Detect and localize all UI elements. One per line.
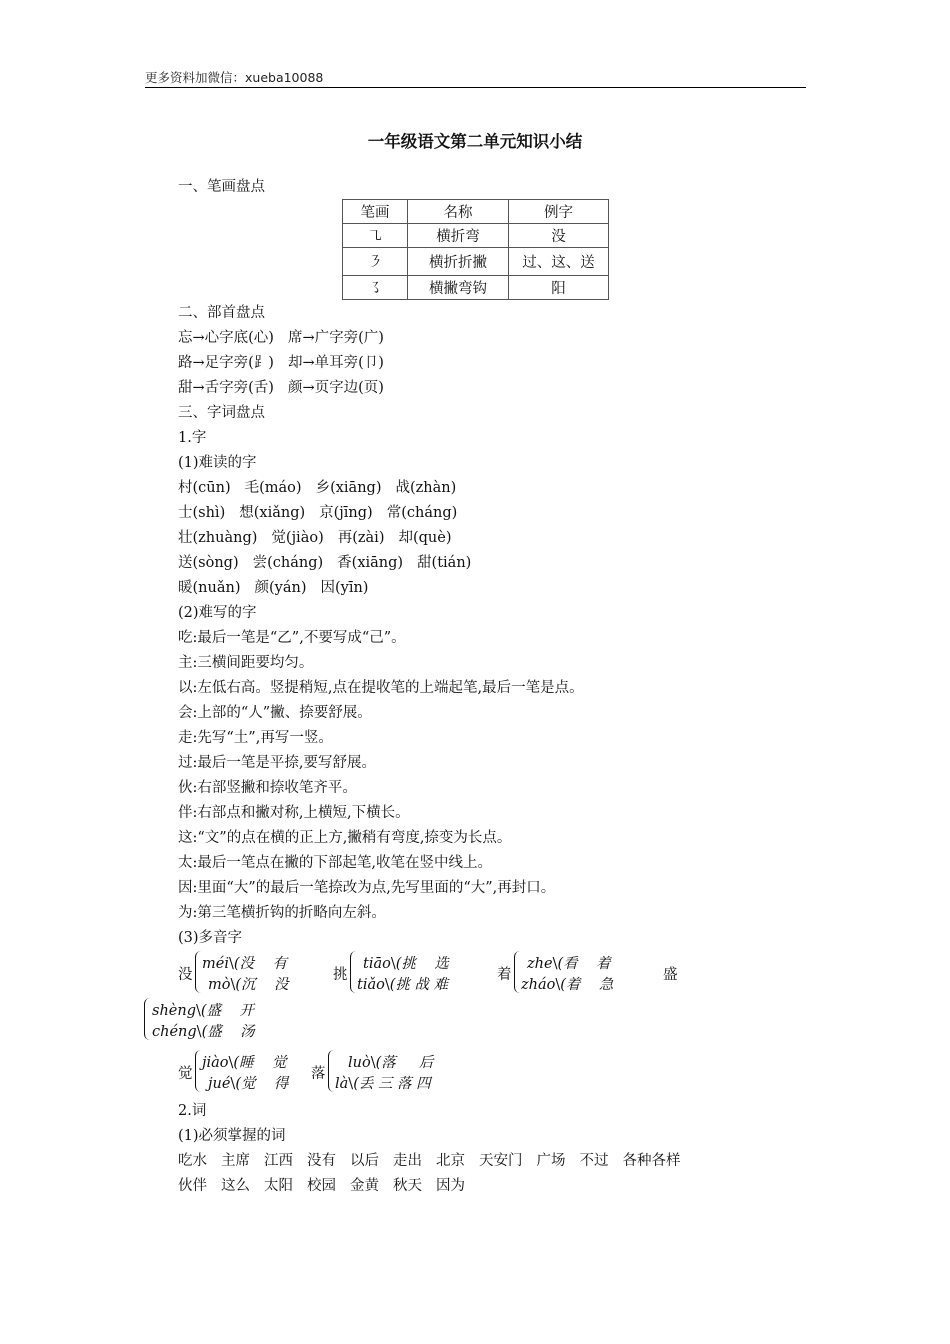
writing-tip: 主:三横间距要均匀。: [178, 655, 314, 671]
word-item: 走出: [393, 1153, 422, 1169]
pinyin-item: 京(jīng): [319, 505, 373, 521]
polyphonic-sheng: [144, 998, 270, 1044]
radical-item: 甜→舌字旁(舌): [178, 380, 274, 396]
hard-write-heading: (2)难写的字: [178, 605, 257, 621]
writing-tip: 走:先写“土”,再写一竖。: [178, 730, 333, 746]
word-item: 主席: [221, 1153, 250, 1169]
word-item: 这么: [221, 1178, 250, 1194]
radical-item: 路→足字旁(⻊): [178, 355, 274, 371]
radical-line: [178, 353, 384, 373]
writing-tip: 吃:最后一笔是“乙”,不要写成“己”。: [178, 630, 406, 646]
pinyin-item: 乡(xiāng): [315, 480, 382, 496]
table-header-cell: 名称: [408, 200, 509, 224]
polyphonic-char: 落: [311, 1066, 326, 1082]
brace: [144, 998, 151, 1040]
reading-2: jué\(觉 得: [208, 1076, 289, 1092]
page-title: 一年级语文第二单元知识小结: [367, 132, 583, 151]
word-item: 广场: [536, 1153, 566, 1169]
polyphonic-luo: [311, 1050, 457, 1096]
reading-1: luò\(落 后: [348, 1055, 434, 1071]
reading-1: méi\(没 有: [202, 956, 287, 972]
pinyin-line: [178, 578, 368, 598]
polyphonic-char: 着: [497, 967, 512, 983]
stroke-glyph: ㇌: [343, 276, 408, 300]
brace: [195, 951, 202, 993]
pinyin-item: 香(xiāng): [337, 555, 404, 571]
pinyin-line: [178, 553, 471, 573]
brace: [328, 1050, 335, 1092]
polyphonic-char: 没: [178, 967, 193, 983]
brace: [514, 951, 521, 993]
writing-tip: 这:“文”的点在横的正上方,撇稍有弯度,捺变为长点。: [178, 830, 512, 846]
word-item: 伙伴: [178, 1178, 207, 1194]
pinyin-item: 想(xiǎng): [239, 505, 306, 521]
reading-2: mò\(沉 没: [208, 977, 289, 993]
pinyin-item: 再(zài): [337, 530, 385, 546]
pinyin-item: 常(cháng): [386, 505, 458, 521]
brace: [195, 1050, 202, 1092]
section2-heading: 二、部首盘点: [178, 305, 265, 321]
reading-2: tiǎo\(挑 战 难: [357, 977, 449, 993]
word-item: 没有: [307, 1153, 336, 1169]
pinyin-item: 战(zhàn): [395, 480, 457, 496]
radical-line: [178, 328, 384, 348]
word-item: 吃水: [178, 1153, 207, 1169]
word-item: 江西: [264, 1153, 293, 1169]
table-header-row: [343, 200, 609, 224]
words-heading: (1)必须掌握的词: [178, 1128, 286, 1144]
pinyin-item: 因(yīn): [320, 580, 369, 596]
pinyin-item: 甜(tián): [417, 555, 472, 571]
writing-tip: 过:最后一笔是平捺,要写舒展。: [178, 755, 376, 771]
stroke-name: 横撇弯钩: [408, 276, 509, 300]
word-item: 以后: [350, 1153, 379, 1169]
reading-1: zhe\(看 着: [527, 956, 611, 972]
reading-2: chéng\(盛 汤: [152, 1024, 255, 1040]
radical-item: 忘→心字底(心): [178, 330, 274, 346]
word-item: 秋天: [393, 1178, 422, 1194]
pinyin-item: 士(shì): [178, 505, 226, 521]
word-item: 金黄: [350, 1178, 379, 1194]
word-item: 北京: [436, 1153, 465, 1169]
word-line: [178, 1176, 465, 1196]
polyphonic-heading: (3)多音字: [178, 930, 243, 946]
section1-heading: 一、笔画盘点: [178, 179, 265, 195]
reading-1: tiāo\(挑 选: [363, 956, 449, 972]
stroke-table: [342, 199, 609, 300]
reading-1: shèng\(盛 开: [152, 1003, 254, 1019]
subheading-words: 2.词: [178, 1103, 207, 1119]
polyphonic-char-sheng: 盛: [663, 967, 678, 983]
reading-1: jiào\(睡 觉: [202, 1055, 287, 1071]
pinyin-line: [178, 478, 456, 498]
radical-item: 席→广字旁(广): [287, 330, 384, 346]
reading-2: là\(丢 三 落 四: [335, 1076, 431, 1092]
table-row: [343, 276, 609, 300]
polyphonic-char: 觉: [178, 1066, 193, 1082]
polyphonic-jiao: [178, 1050, 308, 1096]
table-row: [343, 248, 609, 276]
stroke-glyph: ㇈: [343, 224, 408, 248]
brace: [350, 951, 357, 993]
word-item: 因为: [436, 1178, 465, 1194]
pinyin-line: [178, 528, 452, 548]
stroke-name: 横折弯: [408, 224, 509, 248]
pinyin-item: 却(què): [398, 530, 452, 546]
word-item: 各种各样: [622, 1153, 681, 1169]
writing-tip: 因:里面“大”的最后一笔捺改为点,先写里面的“大”,再封口。: [178, 880, 556, 896]
pinyin-item: 暖(nuǎn): [178, 580, 241, 596]
hard-read-heading: (1)难读的字: [178, 455, 257, 471]
word-item: 校园: [307, 1178, 336, 1194]
stroke-example: 过、这、送: [509, 248, 609, 276]
pinyin-item: 送(sòng): [178, 555, 239, 571]
polyphonic-zhe: [497, 951, 633, 997]
stroke-glyph: ㇋: [343, 248, 408, 276]
word-item: 天安门: [479, 1153, 523, 1169]
stroke-example: 没: [509, 224, 609, 248]
reading-2: zháo\(着 急: [521, 977, 614, 993]
pinyin-item: 颜(yán): [254, 580, 307, 596]
word-item: 不过: [579, 1153, 609, 1169]
writing-tip: 为:第三笔横折钩的折略向左斜。: [178, 905, 386, 921]
radical-line: [178, 378, 384, 398]
polyphonic-mei: [178, 951, 328, 997]
writing-tip: 伴:右部点和撇对称,上横短,下横长。: [178, 805, 410, 821]
radical-item: 却→单耳旁(卩): [287, 355, 384, 371]
stroke-example: 阳: [509, 276, 609, 300]
stroke-name: 横折折撇: [408, 248, 509, 276]
pinyin-item: 村(cūn): [178, 480, 231, 496]
header-text: 更多资料加微信：xueba10088: [145, 70, 324, 85]
table-header-cell: 例字: [509, 200, 609, 224]
section3-heading: 三、字词盘点: [178, 405, 265, 421]
table-row: [343, 224, 609, 248]
pinyin-item: 壮(zhuàng): [178, 530, 258, 546]
word-line: [178, 1151, 681, 1171]
writing-tip: 会:上部的“人”撇、捺要舒展。: [178, 705, 372, 721]
radical-item: 颜→页字边(页): [287, 380, 384, 396]
pinyin-item: 尝(cháng): [252, 555, 324, 571]
writing-tip: 太:最后一笔点在撇的下部起笔,收笔在竖中线上。: [178, 855, 492, 871]
subheading-characters: 1.字: [178, 430, 207, 446]
polyphonic-tiao: [333, 951, 485, 997]
pinyin-line: [178, 503, 457, 523]
word-item: 太阳: [264, 1178, 293, 1194]
writing-tip: 以:左低右高。竖提稍短,点在提收笔的上端起笔,最后一笔是点。: [178, 680, 584, 696]
table-header-cell: 笔画: [343, 200, 408, 224]
writing-tip: 伙:右部竖撇和捺收笔齐平。: [178, 780, 357, 796]
pinyin-item: 觉(jiào): [271, 530, 324, 546]
header-rule: [145, 87, 806, 88]
pinyin-item: 毛(máo): [244, 480, 302, 496]
polyphonic-char: 挑: [333, 967, 348, 983]
